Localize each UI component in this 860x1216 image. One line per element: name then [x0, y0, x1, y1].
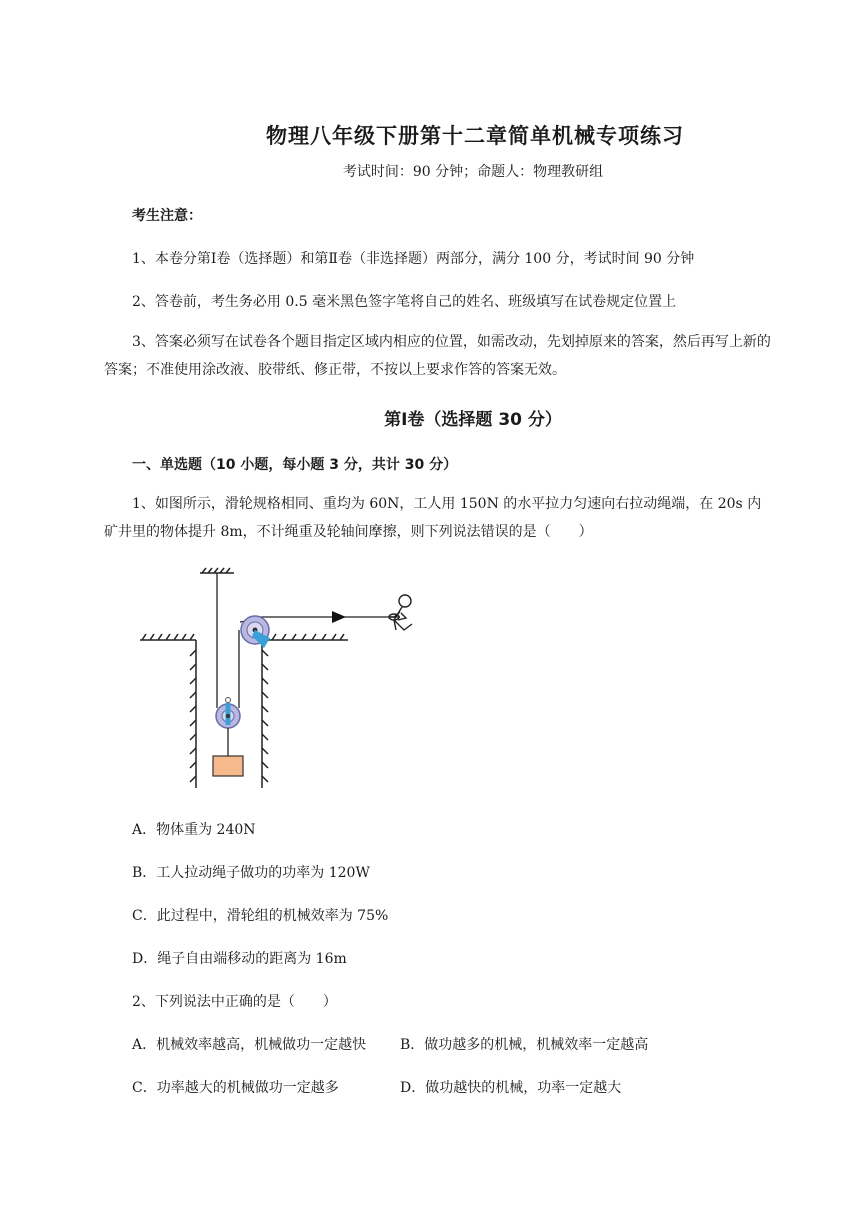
notice-item-3: 3、答案必须写在试卷各个题目指定区域内相应的位置，如需改动，先划掉原来的答案，然后再写上新的答案；不准使用涂改液、胶带纸、修正带，不按以上要求作答的答案无效。 [104, 334, 771, 378]
q1-option-b: B．工人拉动绳子做功的功率为 120W [132, 865, 370, 881]
ceiling-support [200, 568, 234, 573]
page-title: 物理八年级下册第十二章简单机械专项练习 [266, 124, 684, 148]
ground-left [140, 634, 196, 788]
notice-heading: 考生注意： [132, 208, 202, 224]
question-2-stem: 2、下列说法中正确的是（ ） [132, 994, 337, 1010]
q1-option-c: C．此过程中，滑轮组的机械效率为 75% [132, 908, 389, 924]
load-box [213, 756, 243, 776]
notice-item-1: 1、本卷分第Ⅰ卷（选择题）和第Ⅱ卷（非选择题）两部分，满分 100 分，考试时间 90 分钟 [132, 251, 695, 267]
notice-item-2: 2、答卷前，考生务必用 0.5 毫米黑色签字笔将自己的姓名、班级填写在试卷规定位置上 [132, 294, 677, 310]
pulley-figure [132, 560, 432, 792]
section-title: 第Ⅰ卷（选择题 30 分） [384, 410, 562, 430]
fixed-pulley-icon [241, 616, 270, 648]
question-1-stem: 1、如图所示，滑轮规格相同、重均为 60N，工人用 150N 的水平拉力匀速向右拉动绳端，在 20s 内矿井里的物体提升 8m，不计绳重及轮轴间摩擦，则下列说法错误的是（ ） [104, 496, 762, 540]
q2-option-c: C．功率越大的机械做功一定越多 [132, 1080, 339, 1096]
page-subtitle: 考试时间：90 分钟；命题人：物理教研组 [342, 164, 604, 180]
ground-right [262, 634, 348, 788]
q2-option-b: B．做功越多的机械，机械效率一定越高 [400, 1037, 649, 1053]
q2-option-d: D．做功越快的机械，功率一定越大 [400, 1080, 622, 1096]
part-heading: 一、单选题（10 小题，每小题 3 分，共计 30 分） [132, 457, 458, 473]
q1-option-d: D．绳子自由端移动的距离为 16m [132, 951, 347, 967]
q1-option-a: A．物体重为 240N [132, 822, 256, 838]
worker-icon [389, 595, 412, 630]
q2-option-a: A．机械效率越高，机械做功一定越快 [132, 1037, 367, 1053]
pull-arrow-icon [332, 611, 346, 623]
movable-pulley-icon [216, 698, 240, 757]
